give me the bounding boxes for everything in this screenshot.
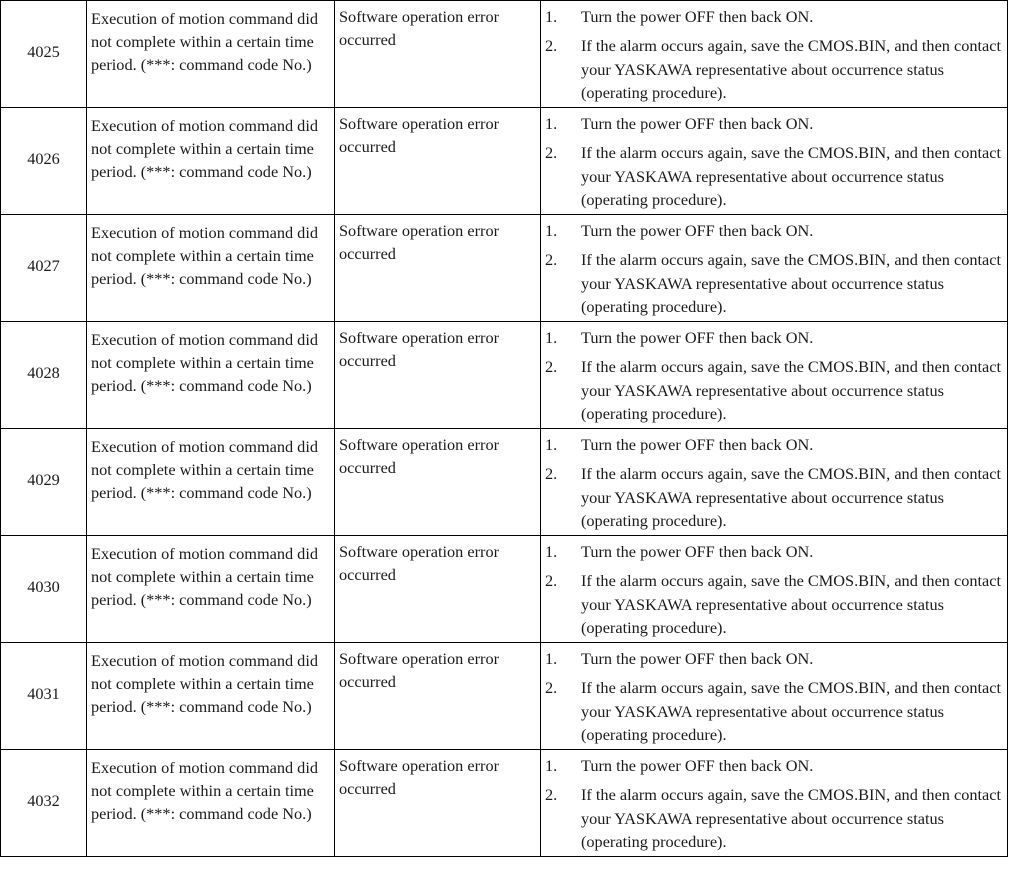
alarm-cause: Software operation error occurred (335, 322, 541, 429)
alarm-table-body (1, 1, 1008, 857)
remedy-step-1 (545, 112, 1001, 135)
alarm-description: Execution of motion command did not complete within a certain time period. (***: command code No.) (87, 750, 335, 857)
remedy-step-text: Turn the power OFF then back ON. (581, 7, 814, 26)
remedy-step-text: Turn the power OFF then back ON. (581, 435, 814, 454)
table-row (1, 1, 1008, 108)
remedy-step-1 (545, 326, 1001, 349)
alarm-code: 4032 (27, 790, 60, 810)
remedy-step-text: If the alarm occurs again, save the CMOS.BIN, and then contact your YASKAWA representative about occurrence status (operating procedure). (581, 250, 1002, 316)
table-row (1, 215, 1008, 322)
table-row (1, 536, 1008, 643)
remedy-step-text: If the alarm occurs again, save the CMOS.BIN, and then contact your YASKAWA representative about occurrence status (operating procedure). (581, 464, 1002, 530)
remedy-step-number: 1. (545, 542, 558, 561)
alarm-cause: Software operation error occurred (335, 750, 541, 857)
alarm-code-cell (1, 643, 87, 750)
table-row (1, 108, 1008, 215)
alarm-code: 4025 (27, 41, 60, 61)
remedy-step-number: 2. (545, 250, 558, 269)
remedy-step-number: 1. (545, 221, 558, 240)
remedy-step-number: 1. (545, 328, 558, 347)
remedy-step-number: 2. (545, 785, 558, 804)
alarm-code: 4030 (27, 576, 60, 596)
remedy-step-2 (545, 783, 1001, 854)
alarm-code: 4031 (27, 683, 60, 703)
remedy-step-text: If the alarm occurs again, save the CMOS.BIN, and then contact your YASKAWA representative about occurrence status (operating procedure). (581, 571, 1002, 637)
alarm-code-cell (1, 750, 87, 857)
remedy-step-1 (545, 433, 1001, 456)
remedy-step-2 (545, 676, 1001, 747)
alarm-code: 4026 (27, 148, 60, 168)
alarm-description: Execution of motion command did not complete within a certain time period. (***: command code No.) (87, 322, 335, 429)
remedy-step-number: 1. (545, 114, 558, 133)
remedy-step-1 (545, 754, 1001, 777)
remedy-step-number: 1. (545, 756, 558, 775)
table-row (1, 429, 1008, 536)
alarm-remedy (541, 536, 1008, 643)
alarm-description: Execution of motion command did not complete within a certain time period. (***: command code No.) (87, 429, 335, 536)
remedy-step-2 (545, 34, 1001, 105)
remedy-step-number: 2. (545, 36, 558, 55)
alarm-description: Execution of motion command did not complete within a certain time period. (***: command code No.) (87, 1, 335, 108)
remedy-step-text: If the alarm occurs again, save the CMOS.BIN, and then contact your YASKAWA representative about occurrence status (operating procedure). (581, 357, 1002, 423)
remedy-step-2 (545, 141, 1001, 212)
remedy-step-text: If the alarm occurs again, save the CMOS.BIN, and then contact your YASKAWA representative about occurrence status (operating procedure). (581, 678, 1002, 744)
alarm-cause: Software operation error occurred (335, 536, 541, 643)
remedy-step-2 (545, 569, 1001, 640)
alarm-remedy (541, 750, 1008, 857)
remedy-step-number: 2. (545, 464, 558, 483)
alarm-description: Execution of motion command did not complete within a certain time period. (***: command code No.) (87, 536, 335, 643)
alarm-remedy (541, 1, 1008, 108)
alarm-cause: Software operation error occurred (335, 643, 541, 750)
remedy-step-text: Turn the power OFF then back ON. (581, 114, 814, 133)
alarm-code-cell (1, 108, 87, 215)
alarm-description: Execution of motion command did not complete within a certain time period. (***: command code No.) (87, 643, 335, 750)
alarm-remedy (541, 643, 1008, 750)
alarm-remedy (541, 108, 1008, 215)
alarm-remedy (541, 322, 1008, 429)
remedy-step-2 (545, 248, 1001, 319)
alarm-code-cell (1, 429, 87, 536)
alarm-cause: Software operation error occurred (335, 1, 541, 108)
alarm-code-cell (1, 1, 87, 108)
alarm-code-cell (1, 215, 87, 322)
remedy-step-1 (545, 647, 1001, 670)
remedy-step-number: 1. (545, 435, 558, 454)
alarm-remedy (541, 429, 1008, 536)
remedy-step-1 (545, 540, 1001, 563)
alarm-description: Execution of motion command did not complete within a certain time period. (***: command code No.) (87, 108, 335, 215)
alarm-code-cell (1, 536, 87, 643)
remedy-step-number: 1. (545, 7, 558, 26)
remedy-step-text: If the alarm occurs again, save the CMOS.BIN, and then contact your YASKAWA representative about occurrence status (operating procedure). (581, 143, 1002, 209)
table-row (1, 643, 1008, 750)
alarm-code: 4027 (27, 255, 60, 275)
remedy-step-number: 2. (545, 571, 558, 590)
remedy-step-1 (545, 5, 1001, 28)
alarm-cause: Software operation error occurred (335, 215, 541, 322)
alarm-cause: Software operation error occurred (335, 429, 541, 536)
remedy-step-text: Turn the power OFF then back ON. (581, 649, 814, 668)
remedy-step-text: Turn the power OFF then back ON. (581, 221, 814, 240)
remedy-step-text: If the alarm occurs again, save the CMOS.BIN, and then contact your YASKAWA representative about occurrence status (operating procedure). (581, 785, 1002, 851)
alarm-remedy (541, 215, 1008, 322)
remedy-step-number: 1. (545, 649, 558, 668)
remedy-step-1 (545, 219, 1001, 242)
remedy-step-text: Turn the power OFF then back ON. (581, 542, 814, 561)
alarm-code-cell (1, 322, 87, 429)
remedy-step-text: Turn the power OFF then back ON. (581, 328, 814, 347)
remedy-step-text: If the alarm occurs again, save the CMOS.BIN, and then contact your YASKAWA representative about occurrence status (operating procedure). (581, 36, 1002, 102)
alarm-code: 4029 (27, 469, 60, 489)
remedy-step-number: 2. (545, 678, 558, 697)
remedy-step-2 (545, 462, 1001, 533)
remedy-step-number: 2. (545, 357, 558, 376)
alarm-description: Execution of motion command did not complete within a certain time period. (***: command code No.) (87, 215, 335, 322)
alarm-code: 4028 (27, 362, 60, 382)
remedy-step-number: 2. (545, 143, 558, 162)
table-row (1, 750, 1008, 857)
table-row (1, 322, 1008, 429)
remedy-step-2 (545, 355, 1001, 426)
alarm-cause: Software operation error occurred (335, 108, 541, 215)
remedy-step-text: Turn the power OFF then back ON. (581, 756, 814, 775)
